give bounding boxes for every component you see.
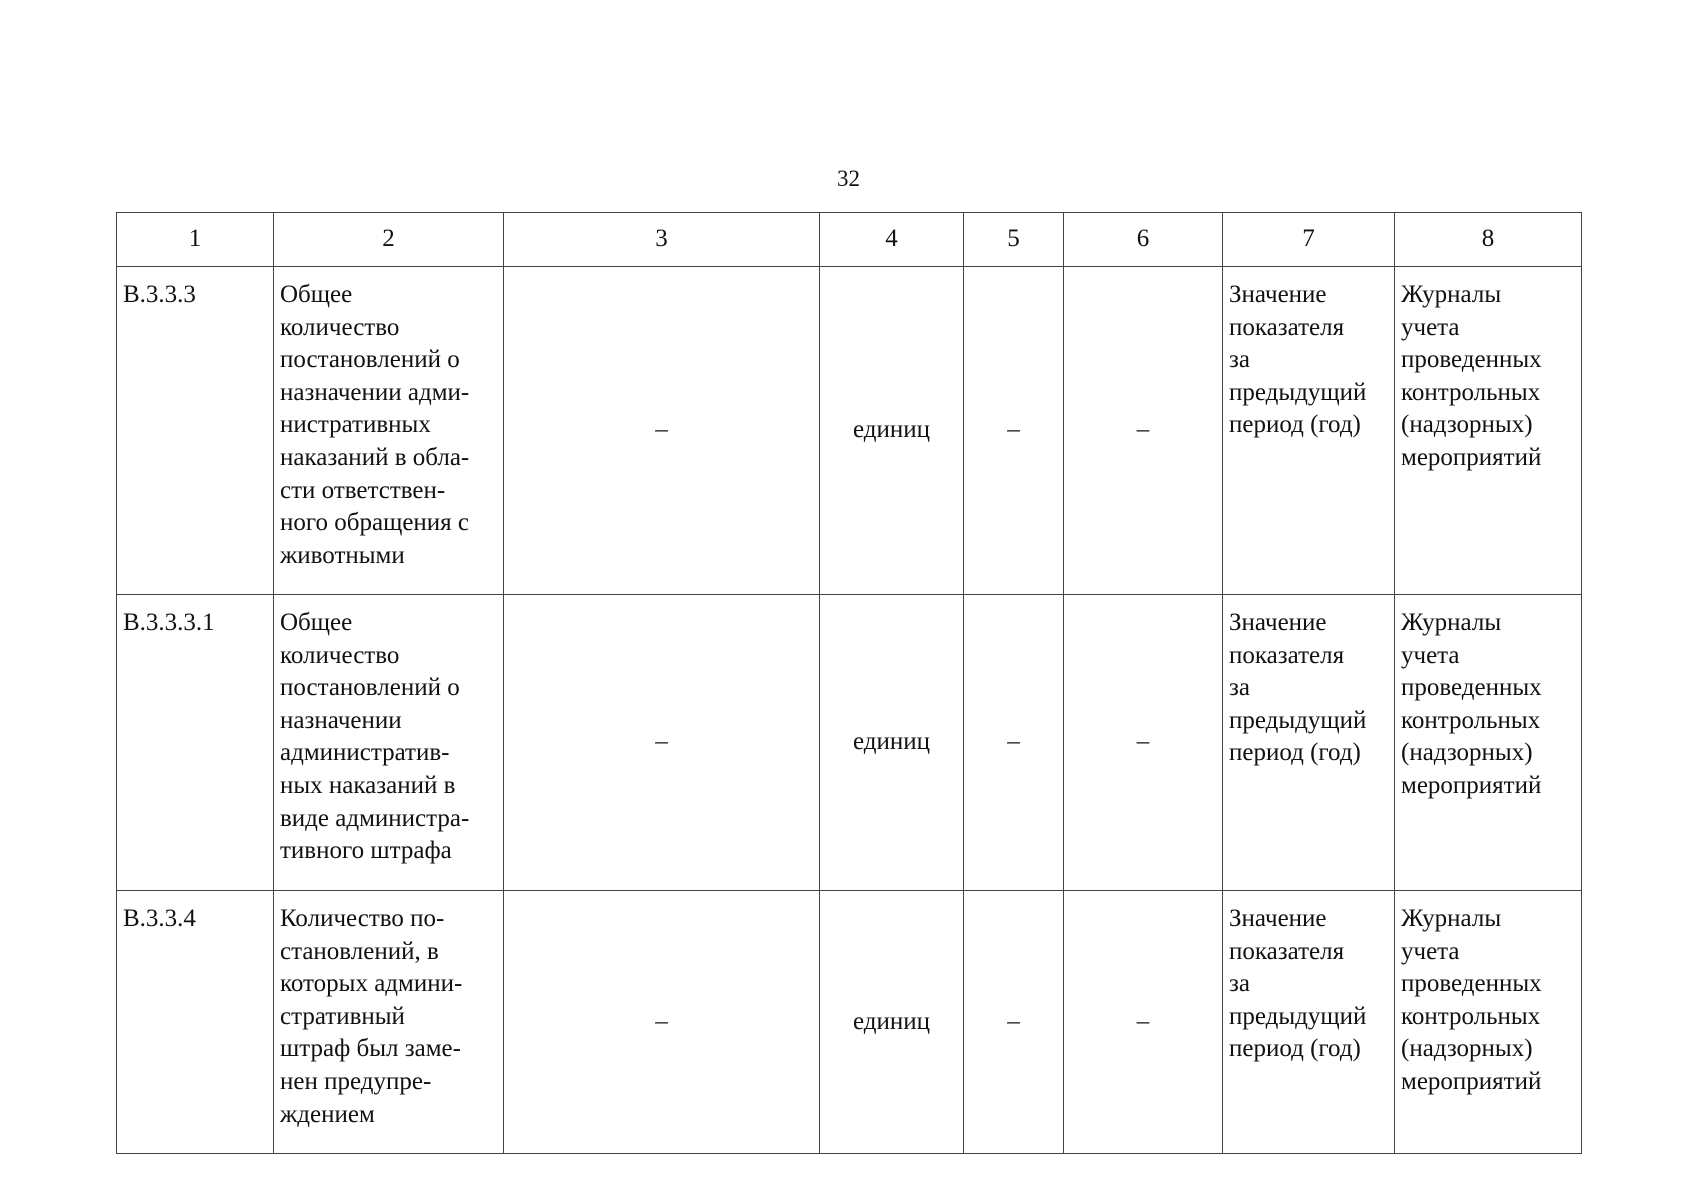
col3-dash: – <box>504 267 820 595</box>
header-cell: 5 <box>964 213 1064 267</box>
source-line: мероприятий <box>1401 771 1542 799</box>
indicator-description <box>274 891 504 1154</box>
col6-dash: – <box>1064 267 1223 595</box>
header-cell: 1 <box>117 213 274 267</box>
source-line: (надзорных) <box>1401 739 1533 767</box>
source-line: мероприятий <box>1401 443 1542 471</box>
indicator-code: В.3.3.4 <box>117 891 274 1154</box>
col5-dash: – <box>964 267 1064 595</box>
source-line: мероприятий <box>1401 1067 1542 1095</box>
header-cell: 3 <box>504 213 820 267</box>
value-line: показателя <box>1229 641 1345 669</box>
description-line: Общее <box>280 281 353 308</box>
col6-dash: – <box>1064 595 1223 891</box>
description-line: тивного штрафа <box>280 837 452 865</box>
source-line: контрольных <box>1401 706 1541 734</box>
description-line: количество <box>280 641 400 669</box>
header-cell: 4 <box>820 213 964 267</box>
table-row <box>117 891 1582 1154</box>
description-line: назначении <box>280 706 402 734</box>
value-line: за <box>1229 674 1250 702</box>
description-line: ных наказаний в <box>280 771 456 799</box>
description-line: нен предупре- <box>280 1067 432 1095</box>
source-line: проведенных <box>1401 674 1542 702</box>
col3-dash: – <box>504 595 820 891</box>
value-cell <box>1223 267 1395 595</box>
indicator-table <box>116 212 1582 1154</box>
value-line: период (год) <box>1229 411 1361 439</box>
value-line: Значение <box>1229 609 1327 636</box>
source-line: Журналы <box>1401 905 1502 932</box>
value-line: Значение <box>1229 905 1327 932</box>
col3-dash: – <box>504 891 820 1154</box>
indicator-code: В.3.3.3.1 <box>117 595 274 891</box>
unit-cell: единиц <box>820 595 964 891</box>
value-line: за <box>1229 970 1250 998</box>
value-cell <box>1223 891 1395 1154</box>
unit-cell: единиц <box>820 267 964 595</box>
value-line: предыдущий <box>1229 378 1367 406</box>
description-line: постановлений о <box>280 346 460 374</box>
value-line: период (год) <box>1229 739 1361 767</box>
value-line: за <box>1229 346 1250 374</box>
unit-cell: единиц <box>820 891 964 1154</box>
col6-dash: – <box>1064 891 1223 1154</box>
description-line: виде администра- <box>280 804 470 832</box>
header-cell: 8 <box>1395 213 1582 267</box>
table-header-row <box>117 213 1582 267</box>
description-line: которых админи- <box>280 970 463 998</box>
description-line: стративный <box>280 1002 405 1030</box>
col5-dash: – <box>964 891 1064 1154</box>
source-line: контрольных <box>1401 1002 1541 1030</box>
indicator-code: В.3.3.3 <box>117 267 274 595</box>
description-line: ждением <box>280 1100 375 1128</box>
source-line: проведенных <box>1401 970 1542 998</box>
description-line: животными <box>280 541 405 569</box>
indicator-description <box>274 595 504 891</box>
source-line: проведенных <box>1401 346 1542 374</box>
description-line: Количество по- <box>280 905 445 932</box>
source-cell <box>1395 267 1582 595</box>
source-line: контрольных <box>1401 378 1541 406</box>
header-cell: 7 <box>1223 213 1395 267</box>
source-line: Журналы <box>1401 609 1502 636</box>
value-line: предыдущий <box>1229 1002 1367 1030</box>
value-line: показателя <box>1229 937 1345 965</box>
header-cell: 2 <box>274 213 504 267</box>
table-row <box>117 267 1582 595</box>
description-line: сти ответствен- <box>280 476 446 504</box>
indicator-description <box>274 267 504 595</box>
value-line: период (год) <box>1229 1035 1361 1063</box>
source-cell <box>1395 595 1582 891</box>
description-line: штраф был заме- <box>280 1035 461 1063</box>
description-line: нистративных <box>280 411 431 439</box>
description-line: количество <box>280 313 400 341</box>
description-line: постановлений о <box>280 674 460 702</box>
page-number: 32 <box>837 166 860 191</box>
description-line: назначении адми- <box>280 378 470 406</box>
header-cell: 6 <box>1064 213 1223 267</box>
source-line: (надзорных) <box>1401 1035 1533 1063</box>
source-line: Журналы <box>1401 281 1502 308</box>
source-line: (надзорных) <box>1401 411 1533 439</box>
value-line: Значение <box>1229 281 1327 308</box>
description-line: Общее <box>280 609 353 636</box>
description-line: административ- <box>280 739 450 767</box>
value-line: предыдущий <box>1229 706 1367 734</box>
table-row <box>117 595 1582 891</box>
source-line: учета <box>1401 313 1460 341</box>
source-line: учета <box>1401 937 1460 965</box>
description-line: наказаний в обла- <box>280 443 470 471</box>
source-line: учета <box>1401 641 1460 669</box>
col5-dash: – <box>964 595 1064 891</box>
value-cell <box>1223 595 1395 891</box>
description-line: становлений, в <box>280 937 439 965</box>
value-line: показателя <box>1229 313 1345 341</box>
source-cell <box>1395 891 1582 1154</box>
description-line: ного обращения с <box>280 509 470 537</box>
